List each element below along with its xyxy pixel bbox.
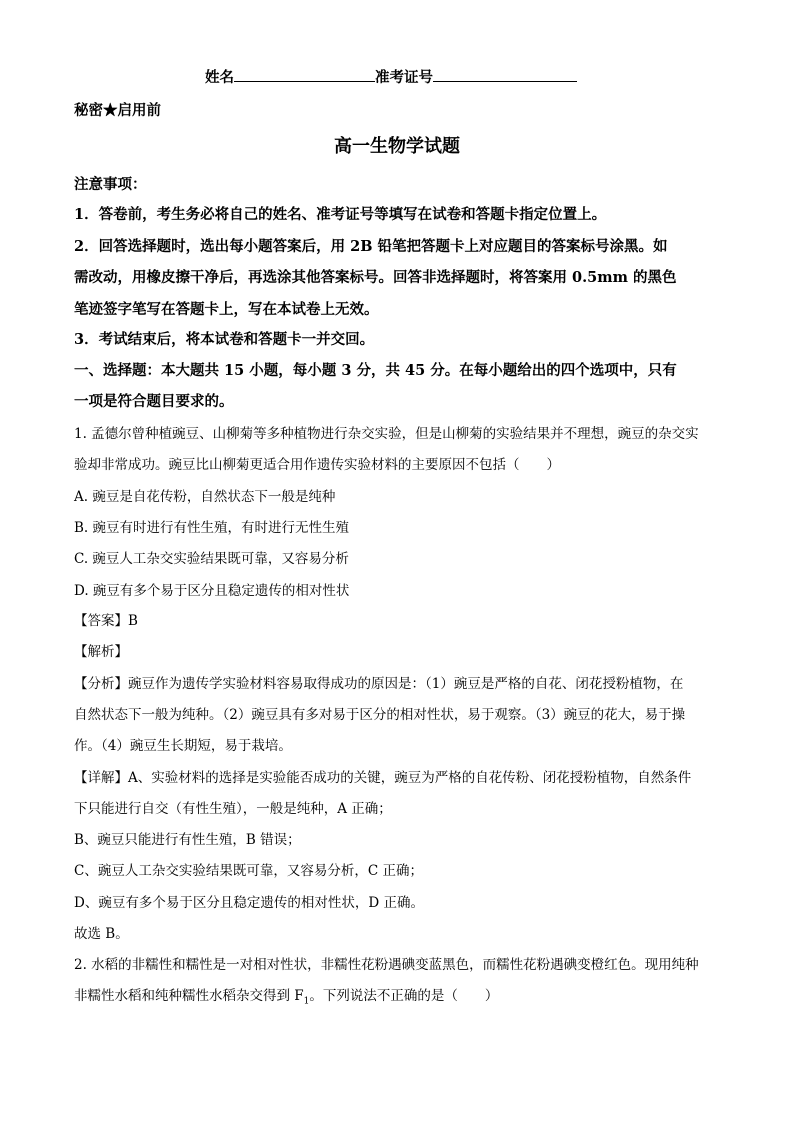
id-label: 准考证号 [375,69,433,86]
q1-xiangjie-d: D、豌豆有多个易于区分且稳定遗传的相对性状，D 正确。 [74,895,424,911]
q1-xiangjie-b: B、豌豆只能进行有性生殖，B 错误； [74,832,301,848]
q1-option-b: B. 豌豆有时进行有性生殖，有时进行无性生殖 [74,520,350,536]
q1-option-c: C. 豌豆人工杂交实验结果既可靠，又容易分析 [74,551,349,567]
q1-stem-line-1: 1. 孟德尔曾种植豌豆、山柳菊等多种植物进行杂交实验，但是山柳菊的实验结果并不理想，豌豆的杂交实 [74,426,699,442]
q2-stem-line-2-tail: 。下列说法不正确的是（ ） [309,988,499,1004]
q1-fenxi-line-2: 自然状态下一般为纯种。（2）豌豆具有多对易于区分的相对性状，易于观察。（3）豌豆的花大，易于操 [74,707,686,723]
q1-fenxi-line-3: 作。（4）豌豆生长期短，易于栽培。 [74,738,292,754]
section-1-heading-line-2: 一项是符合题目要求的。 [74,393,234,410]
q1-xiangjie-line-2: 下只能进行自交（有性生殖），一般是纯种，A 正确； [74,801,392,817]
q2-stem-line-2 [74,984,498,1007]
q1-option-d: D. 豌豆有多个易于区分且稳定遗传的相对性状 [74,583,350,599]
notice-item-1: 1．答卷前，考生务必将自己的姓名、准考证号等填写在试卷和答题卡指定位置上。 [74,206,607,223]
notice-item-2-line-1: 2．回答选择题时，选出每小题答案后，用 2B 铅笔把答题卡上对应题目的答案标号涂黑。如 [74,238,668,255]
q2-stem-line-1: 2. 水稻的非糯性和糯性是一对相对性状，非糯性花粉遇碘变蓝黑色，而糯性花粉遇碘变橙红色。现用纯种 [74,957,699,973]
notice-item-2-line-2: 需改动，用橡皮擦干净后，再选涂其他答案标号。回答非选择题时，将答案用 0.5mm 的黑色 [74,269,677,286]
notice-heading: 注意事项： [74,176,147,193]
notice-item-3: 3．考试结束后，将本试卷和答题卡一并交回。 [74,331,375,348]
q1-conclusion: 故选 B。 [74,926,129,942]
id-blank [433,80,577,82]
q1-fenxi-line-1: 【分析】豌豆作为遗传学实验材料容易取得成功的原因是：（1）豌豆是严格的自花、闭花授粉植物，在 [74,676,684,692]
q2-f1-subscript: 1 [303,996,310,1007]
q1-option-a: A. 豌豆是自花传粉，自然状态下一般是纯种 [74,489,336,505]
secret-mark: 秘密★启用前 [74,102,161,119]
q1-analysis-heading: 【解析】 [74,644,128,660]
q2-stem-line-2-text: 非糯性水稻和纯种糯性水稻杂交得到 F [74,988,304,1004]
name-label: 姓名 [205,69,234,86]
candidate-info-line [205,66,577,87]
q1-xiangjie-line-1: 【详解】A、实验材料的选择是实验能否成功的关键，豌豆为严格的自花传粉、闭花授粉植物，自然条件 [74,770,692,786]
notice-item-2-line-3: 笔迹签字笔写在答题卡上，写在本试卷上无效。 [74,301,379,318]
page-title: 高一生物学试题 [334,136,460,157]
q1-stem-line-2: 验却非常成功。豌豆比山柳菊更适合用作遗传实验材料的主要原因不包括（ ） [74,457,560,473]
q1-answer: 【答案】B [74,613,138,629]
section-1-heading-line-1: 一、选择题：本大题共 15 小题，每小题 3 分，共 45 分。在每小题给出的四个选项中，只有 [74,362,677,379]
name-blank [234,80,375,82]
q1-xiangjie-c: C、豌豆人工杂交实验结果既可靠，又容易分析，C 正确； [74,863,423,879]
